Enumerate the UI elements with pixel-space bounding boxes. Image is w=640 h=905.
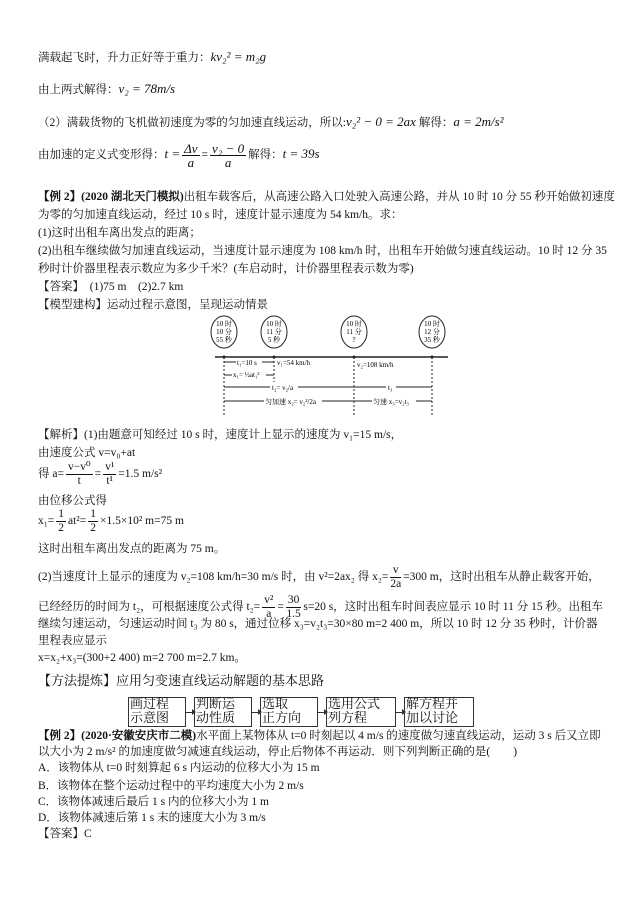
- motion-diagram: [200, 315, 460, 415]
- arrow-right-icon: [396, 712, 404, 713]
- svg-text:55 秒: 55 秒: [216, 336, 232, 344]
- text-line: (2)出租车继续做匀加速直线运动，当速度计显示速度为 108 km/h 时，出租车开始做匀速直线运动。10 时 12 分 35: [38, 245, 607, 257]
- svg-text:x₁= ½at₁²: x₁= ½at₁²: [233, 371, 260, 379]
- text: 由上两式解得：: [38, 84, 119, 96]
- fraction: $\frac{\text{v²}}{a}$: [264, 594, 274, 620]
- text-line: 这时出租车离出发点的距离为 75 m。: [38, 543, 226, 555]
- text-line: 由位移公式得: [38, 495, 107, 507]
- text: 解得：: [415, 117, 454, 129]
- formula: v₂² − 0 = 2ax: [345, 114, 416, 129]
- svg-text:?: ?: [352, 336, 356, 344]
- svg-text:11 分: 11 分: [346, 328, 362, 336]
- text: 由加速的定义式变形得：: [38, 149, 165, 162]
- option-b: B．该物体在整个运动过程中的平均速度大小为 2 m/s: [38, 780, 304, 792]
- fraction: $\frac{\text{v−v⁰}}{t}$: [67, 461, 91, 487]
- formula: t = 39s: [282, 146, 320, 162]
- formula: kv₂² = m₂g: [210, 49, 267, 64]
- svg-text:10 时: 10 时: [346, 320, 362, 328]
- svg-text:10 时: 10 时: [266, 320, 282, 328]
- method-flowchart: [128, 697, 474, 727]
- formula: v₂ = 78m/s: [118, 81, 176, 96]
- text-line: x=x₂+x₃=(300+2 400) m=2 700 m=2.7 km。: [38, 652, 246, 664]
- svg-text:10 时: 10 时: [424, 320, 440, 328]
- svg-text:10 分: 10 分: [216, 328, 232, 336]
- svg-text:匀速 x₃=v₂t₃: 匀速 x₃=v₂t₃: [373, 398, 409, 406]
- text-line: 里程表应显示: [38, 635, 107, 647]
- text-line: (1)这时出租车离出发点的距离；: [38, 227, 201, 239]
- svg-text:v₁=54 km/h: v₁=54 km/h: [277, 359, 311, 367]
- text: 满载起飞时，升力正好等于重力：: [38, 52, 211, 64]
- svg-text:t₃: t₃: [388, 384, 393, 392]
- fraction: $\frac{1}{2}$: [58, 508, 64, 534]
- formula: t =: [164, 146, 181, 162]
- svg-text:匀加速 x₂= v₂²/2a: 匀加速 x₂= v₂²/2a: [265, 398, 316, 406]
- svg-text:t₁=10 s: t₁=10 s: [237, 359, 257, 367]
- option-c: C．该物体减速后最后 1 s 内的位移大小为 1 m: [38, 796, 269, 808]
- text-line: 秒时计价器里程表示数应为多少千米？(车启动时，计价器里程表示数为零): [38, 263, 414, 275]
- arrow-right-icon: [318, 712, 326, 713]
- example-heading: 【例 2】(2020·安徽安庆市二模)水平面上某物体从 t=0 时刻起以 4 m/s 的速度做匀速直线运动，运动 3 s 后又立即: [38, 730, 601, 742]
- text-line: 为零的匀加速直线运动，经过 10 s 时，速度计显示速度为 54 km/h。求：: [38, 209, 403, 221]
- example-heading: 【例 2】(2020 湖北天门模拟)出租车载客后，从高速公路入口处驶入高速公路，并从 10 时 10 分 55 秒开始做初速度: [38, 191, 615, 203]
- fraction: $\frac{v}{2a}$: [390, 564, 402, 590]
- svg-text:12 分: 12 分: [424, 328, 440, 336]
- text-line: 已经经历的时间为 t₂，可根据速度公式得 t₂= $\frac{\text{v²}}{a}$ = $\frac{30}{1.5}$ s=20 s，这时出租车时间表应显示 10 时 11 分 15 秒。出租车: [38, 594, 603, 620]
- answer: 【答案】 (1)75 m (2)2.7 km: [38, 281, 184, 293]
- text-line: [38, 81, 175, 98]
- text-line: 【模型建构】运动过程示意图，呈现运动情景: [38, 299, 268, 311]
- text: 解得：: [248, 149, 283, 162]
- text-line: 由速度公式 v=v₀+at: [38, 447, 136, 459]
- fraction: $\frac{\text{v₂ − 0}}{a}$: [212, 141, 245, 170]
- text-line: 以大小为 2 m/s² 的加速度做匀减速直线运动，停止后物体不再运动．则下列判断正确的是( ): [38, 746, 518, 758]
- option-a: A．该物体从 t=0 时刻算起 6 s 内运动的位移大小为 15 m: [38, 762, 320, 774]
- fraction: $\frac{30}{1.5}$: [286, 594, 301, 620]
- text-line: 得 a= $\frac{\text{v−v⁰}}{t}$ = $\frac{\text{v¹}}{\text{t¹}}$ =1.5 m/s²: [38, 461, 163, 487]
- svg-text:t₂= v₂/a: t₂= v₂/a: [272, 384, 294, 392]
- svg-text:5 秒: 5 秒: [267, 336, 281, 344]
- text: （2）满载货物的飞机做初速度为零的匀加速直线运动，所以:: [38, 117, 346, 129]
- text-line: [38, 114, 504, 131]
- svg-text:v₂=108 km/h: v₂=108 km/h: [357, 361, 394, 369]
- arrow-right-icon: [252, 712, 260, 713]
- text-line: (2)当速度计上显示的速度为 v₂=108 km/h=30 m/s 时，由 v²=2ax₂ 得 x₂= $\frac{v}{2a}$ =300 m，这时出租车从静止载客开始，: [38, 564, 600, 590]
- fraction: $\frac{1}{2}$: [90, 508, 96, 534]
- text-line: [38, 49, 266, 66]
- svg-text:11 分: 11 分: [266, 328, 282, 336]
- text-line: 由加速的定义式变形得：t = $\frac{\Delta v}{a}$ = $\frac{\text{v₂ − 0}}{a}$ 解得：t = 39s: [38, 141, 320, 170]
- option-d: D．该物体减速后第 1 s 末的速度大小为 3 m/s: [38, 812, 266, 824]
- flow-step: 选取 正方向: [260, 697, 318, 727]
- flow-step: 画过程 示意图: [128, 697, 186, 727]
- svg-text:35 秒: 35 秒: [424, 336, 440, 344]
- flow-step: 选用公式 列方程: [326, 697, 396, 727]
- fraction: $\frac{\text{v¹}}{\text{t¹}}$: [105, 461, 115, 487]
- arrow-right-icon: [186, 712, 194, 713]
- formula: a = 2m/s²: [453, 114, 504, 129]
- svg-text:10 时: 10 时: [216, 320, 232, 328]
- fraction: $\frac{\Delta v}{a}$: [184, 141, 198, 170]
- text-line: 【解析】(1)由题意可知经过 10 s 时，速度计上显示的速度为 v₁=15 m/s，: [38, 429, 403, 441]
- flow-step: 解方程并 加以讨论: [404, 697, 474, 727]
- text-line: 继续匀速运动，匀速运动时间 t₃ 为 80 s，通过位移 x₃=v₂t₃=30×80 m=2 400 m，所以 10 时 12 分 35 秒时，计价器: [38, 618, 598, 630]
- text-line: x₁= $\frac{1}{2}$ at²= $\frac{1}{2}$ ×1.5×10² m=75 m: [38, 508, 184, 534]
- method-title: 【方法提炼】应用匀变速直线运动解题的基本思路: [38, 674, 325, 689]
- answer: 【答案】C: [38, 828, 92, 840]
- flow-step: 判断运 动性质: [194, 697, 252, 727]
